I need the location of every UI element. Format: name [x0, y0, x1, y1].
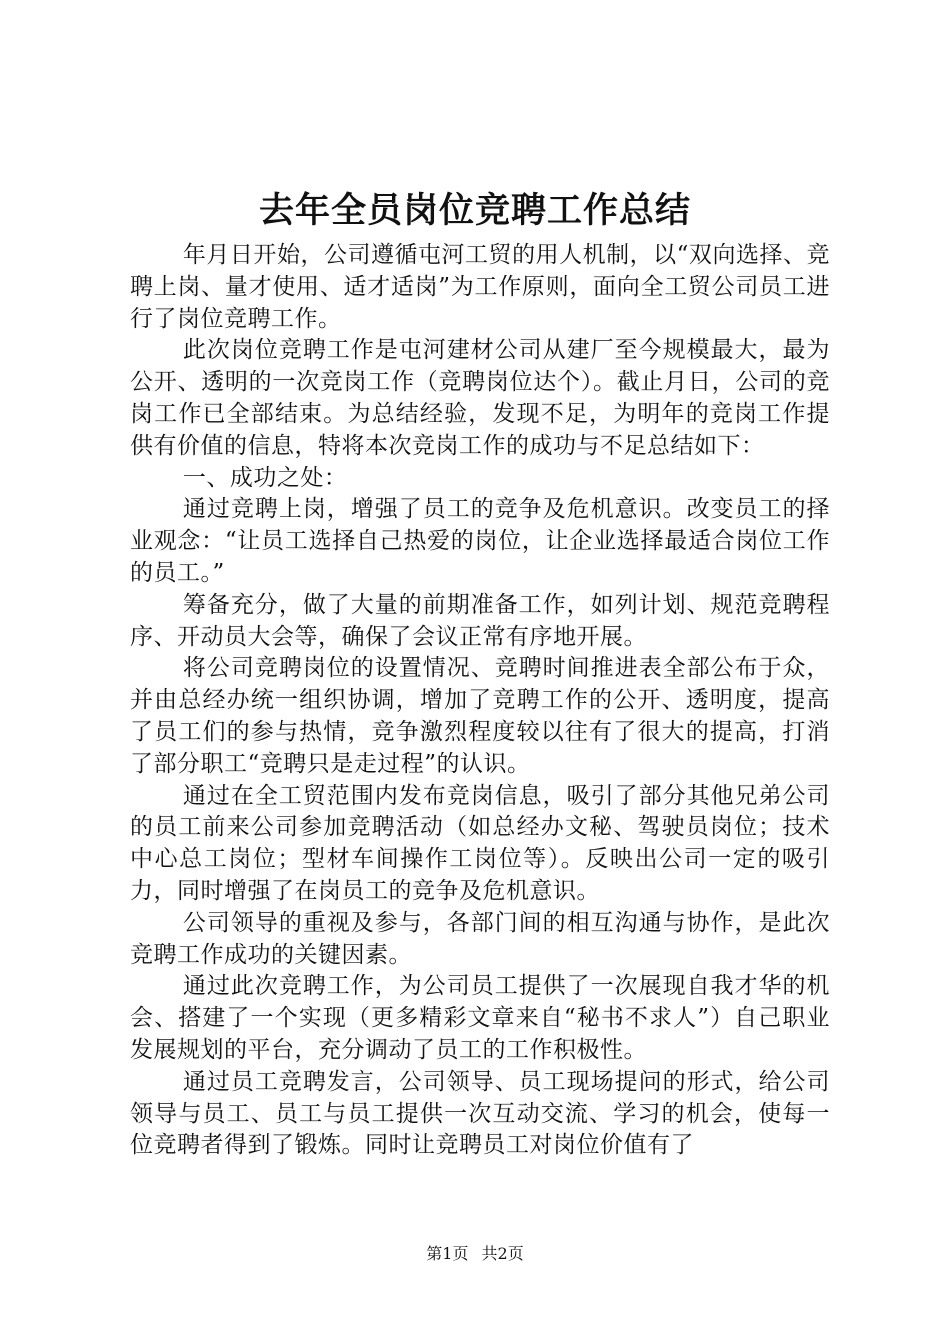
paragraph: 此次岗位竞聘工作是屯河建材公司从建厂至今规模最大，最为公开、透明的一次竞岗工作（竞聘岗位达个）。截止月日，公司的竞岗工作已全部结束。为总结经验，发现不足，为明年的竞岗工作提供有价值的信息，特将本次竞岗工作的成功与不足总结如下： — [130, 337, 830, 459]
paragraph: 年月日开始，公司遵循屯河工贸的用人机制，以“双向选择、竞聘上岗、量才使用、适才适岗”为工作原则，面向全工贸公司员工进行了岗位竞聘工作。 — [130, 242, 830, 332]
paragraph: 通过竞聘上岗，增强了员工的竞争及危机意识。改变员工的择业观念：“让员工选择自己热爱的岗位，让企业选择最适合岗位工作的员工。” — [130, 496, 830, 586]
page-total: 共2页 — [481, 1244, 524, 1263]
paragraph: 通过在全工贸范围内发布竞岗信息，吸引了部分其他兄弟公司的员工前来公司参加竞聘活动（如总经办文秘、驾驶员岗位；技术中心总工岗位；型材车间操作工岗位等）。反映出公司一定的吸引力，同时增强了在岗员工的竞争及危机意识。 — [130, 782, 830, 904]
document-body — [130, 240, 830, 1162]
page-title: 去年全员岗位竞聘工作总结 — [258, 190, 691, 231]
paragraph: 通过此次竞聘工作，为公司员工提供了一次展现自我才华的机会、搭建了一个实现（更多精彩文章来自“秘书不求人”）自己职业发展规划的平台，充分调动了员工的工作积极性。 — [130, 973, 830, 1063]
page-footer — [0, 1242, 950, 1266]
paragraph: 公司领导的重视及参与，各部门间的相互沟通与协作，是此次竞聘工作成功的关键因素。 — [130, 909, 830, 968]
section-heading: 一、成功之处： — [182, 464, 348, 491]
paragraph: 筹备充分，做了大量的前期准备工作，如列计划、规范竞聘程序、开动员大会等，确保了会议正常有序地开展。 — [130, 591, 830, 650]
paragraph: 通过员工竞聘发言，公司领导、员工现场提问的形式，给公司领导与员工、员工与员工提供一次互动交流、学习的机会，使每一位竞聘者得到了锻炼。同时让竞聘员工对岗位价值有了 — [130, 1068, 830, 1159]
paragraph: 将公司竞聘岗位的设置情况、竞聘时间推进表全部公布于众，并由总经办统一组织协调，增加了竞聘工作的公开、透明度，提高了员工们的参与热情，竞争激烈程度较以往有了很大的提高，打消了部分职工“竞聘只是走过程”的认识。 — [130, 655, 830, 777]
page-number: 第1页 — [426, 1244, 469, 1263]
